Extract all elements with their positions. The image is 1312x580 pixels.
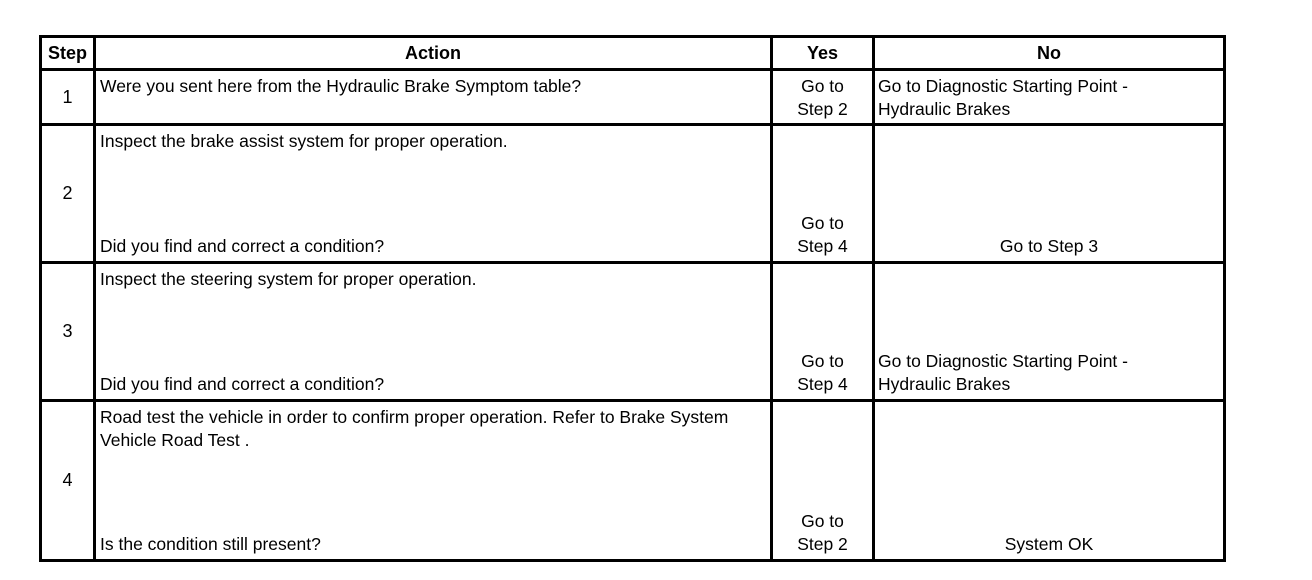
table-row (41, 263, 1225, 401)
action-cell (95, 70, 772, 125)
action-text: Road test the vehicle in order to confirm proper operation. Refer to Brake System Vehicle Road Test . (100, 407, 729, 450)
no-link[interactable]: System OK (1004, 534, 1094, 554)
action-text: Were you sent here from the Hydraulic Brake Symptom table? (100, 76, 582, 96)
action-question: Is the condition still present? (100, 534, 321, 554)
no-cell (874, 70, 1225, 125)
step-number: 2 (41, 125, 95, 263)
table-row (41, 70, 1225, 125)
table-row (41, 125, 1225, 263)
action-cell (95, 263, 772, 401)
step-number: 3 (41, 263, 95, 401)
no-cell (874, 125, 1225, 263)
diagnostic-table (39, 35, 1226, 562)
yes-link[interactable]: Go to Step 2 (797, 511, 848, 554)
action-cell (95, 125, 772, 263)
action-text: Inspect the brake assist system for proper operation. (100, 131, 508, 151)
action-question: Did you find and correct a condition? (100, 374, 385, 394)
action-cell (95, 401, 772, 561)
no-link[interactable]: Go to Diagnostic Starting Point - Hydraulic Brakes (878, 76, 1128, 119)
header-no: No (874, 37, 1225, 70)
step-number: 4 (41, 401, 95, 561)
yes-cell (772, 125, 874, 263)
no-cell (874, 263, 1225, 401)
yes-link[interactable]: Go to Step 2 (797, 76, 848, 119)
no-link[interactable]: Go to Step 3 (999, 236, 1099, 256)
header-yes: Yes (772, 37, 874, 70)
action-question: Did you find and correct a condition? (100, 236, 385, 256)
table-header-row (41, 37, 1225, 70)
header-action: Action (95, 37, 772, 70)
yes-cell (772, 70, 874, 125)
yes-link[interactable]: Go to Step 4 (797, 351, 848, 394)
yes-cell (772, 401, 874, 561)
action-text: Inspect the steering system for proper operation. (100, 269, 477, 289)
no-link[interactable]: Go to Diagnostic Starting Point - Hydraulic Brakes (878, 351, 1128, 394)
yes-cell (772, 263, 874, 401)
header-step: Step (41, 37, 95, 70)
step-number: 1 (41, 70, 95, 125)
no-cell (874, 401, 1225, 561)
table-row (41, 401, 1225, 561)
yes-link[interactable]: Go to Step 4 (797, 213, 848, 256)
